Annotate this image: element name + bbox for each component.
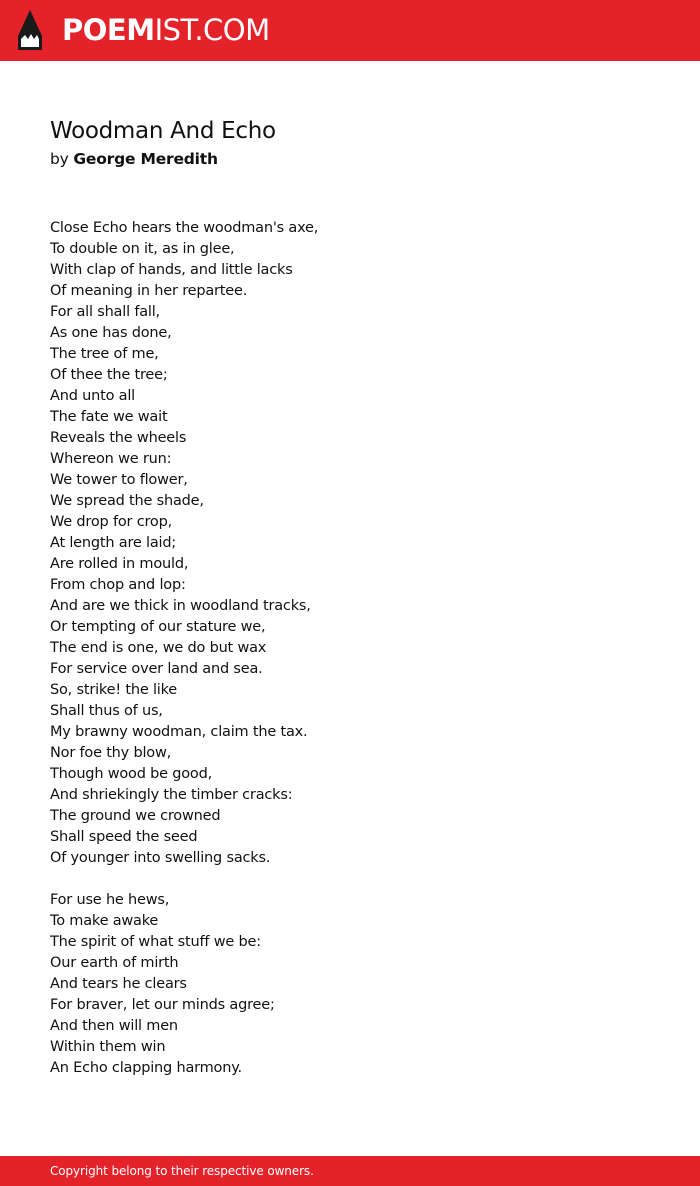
poem-line: Reveals the wheels	[50, 430, 187, 446]
site-header	[0, 0, 700, 61]
poem-line: For service over land and sea.	[50, 661, 263, 677]
poem-line: Within them win	[50, 1039, 166, 1055]
poem-line: Whereon we run:	[50, 451, 172, 467]
poem-line: For braver, let our minds agree;	[50, 997, 275, 1013]
poem-line: We spread the shade,	[50, 493, 204, 509]
poem-line: Of younger into swelling sacks.	[50, 850, 271, 866]
poem-line: And unto all	[50, 388, 136, 404]
poem-line: So, strike! the like	[50, 682, 178, 698]
poem-line: For use he hews,	[50, 892, 170, 908]
by-label: by	[50, 150, 69, 168]
poem-line: Are rolled in mould,	[50, 556, 189, 572]
pencil-tip-icon[interactable]	[17, 9, 43, 51]
poem-line: To make awake	[50, 913, 159, 929]
site-footer	[0, 1156, 700, 1186]
poem-line: Our earth of mirth	[50, 955, 179, 971]
poem-stanza	[50, 218, 650, 869]
poem-line: And tears he clears	[50, 976, 187, 992]
poem-line: Though wood be good,	[50, 766, 213, 782]
poem-line: To double on it, as in glee,	[50, 241, 235, 257]
poem-line: As one has done,	[50, 325, 172, 341]
logo-name-bold: POEM	[62, 13, 155, 47]
poem-line: With clap of hands, and little lacks	[50, 262, 293, 278]
poem-line: The tree of me,	[50, 346, 159, 362]
poem-line: The fate we wait	[50, 409, 168, 425]
copyright-text: Copyright belong to their respective owners.	[50, 1164, 314, 1178]
site-logo[interactable]	[62, 12, 270, 48]
poem-line: The spirit of what stuff we be:	[50, 934, 261, 950]
poem-line: Nor foe thy blow,	[50, 745, 172, 761]
poem-line: An Echo clapping harmony.	[50, 1060, 242, 1076]
poem-line: For all shall fall,	[50, 304, 160, 320]
poem-line: Shall speed the seed	[50, 829, 198, 845]
poem-line: Close Echo hears the woodman's axe,	[50, 220, 319, 236]
poem-line: We tower to flower,	[50, 472, 188, 488]
poem-title: Woodman And Echo	[50, 118, 276, 144]
logo-name-light: IST.COM	[154, 13, 270, 47]
poem-line: At length are laid;	[50, 535, 177, 551]
poem-byline	[50, 148, 218, 170]
poem-line: Of meaning in her repartee.	[50, 283, 248, 299]
poem-line: And are we thick in woodland tracks,	[50, 598, 311, 614]
poem-line: The end is one, we do but wax	[50, 640, 267, 656]
poem-line: Of thee the tree;	[50, 367, 168, 383]
poem-stanza	[50, 890, 650, 1079]
poem-line: From chop and lop:	[50, 577, 186, 593]
poem-line: My brawny woodman, claim the tax.	[50, 724, 308, 740]
poem-line: Or tempting of our stature we,	[50, 619, 266, 635]
poem-body	[50, 218, 650, 1100]
poem-line: We drop for crop,	[50, 514, 172, 530]
poem-line: And shriekingly the timber cracks:	[50, 787, 293, 803]
poem-line: Shall thus of us,	[50, 703, 163, 719]
poem-line: And then will men	[50, 1018, 178, 1034]
poem-author: George Meredith	[73, 150, 218, 168]
poem-line: The ground we crowned	[50, 808, 221, 824]
